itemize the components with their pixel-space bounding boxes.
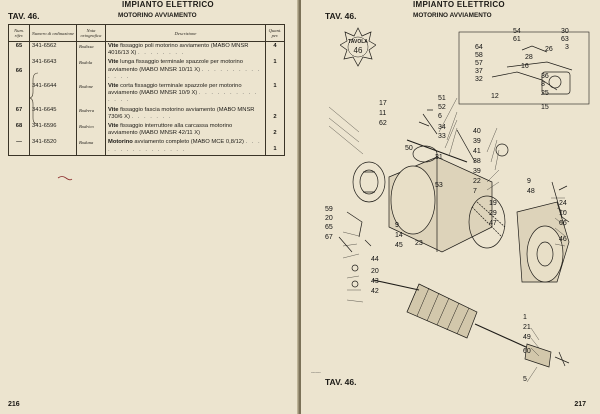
callout-label: 26 <box>545 46 553 53</box>
item-name: Vite <box>108 106 119 113</box>
callout-label: 24 <box>559 200 567 207</box>
callout-label: 9 <box>395 222 399 229</box>
ref-number <box>9 82 30 106</box>
page-number: 217 <box>574 401 586 408</box>
callout-label: 38 <box>473 158 481 165</box>
callout-label: 3 <box>565 44 569 51</box>
callout-label: 29 <box>489 210 497 217</box>
description <box>106 122 266 138</box>
page-number: 216 <box>8 401 20 408</box>
callout-label: 58 <box>475 52 483 59</box>
callout-label: 40 <box>473 128 481 135</box>
callout-label: 66 <box>559 220 567 227</box>
item-desc: fissaggio poli motorino avviamento (MABO MNSR 4016/13 X) <box>108 43 249 57</box>
item-desc: corta fissaggio terminale spazzole per motorino avviamento (MABO MNSR 10/9 X) <box>108 83 242 97</box>
left-page <box>0 0 299 414</box>
ortho-note: Bodola <box>77 58 106 82</box>
callout-label: 14 <box>395 232 403 239</box>
callout-label: 34 <box>438 124 446 131</box>
quantity: 1 <box>266 82 285 106</box>
callout-label: 39 <box>473 168 481 175</box>
ref-number: 65 <box>9 42 30 59</box>
end-cover-inner <box>360 170 378 194</box>
col-header-description: Descrizione <box>106 25 266 42</box>
ortho-note: Bodrera <box>77 106 106 122</box>
description <box>106 138 266 155</box>
callout-label: 30 <box>561 28 569 35</box>
callout-label: 49 <box>523 334 531 341</box>
order-code: 341-6644 <box>30 82 77 106</box>
exploded-starter-motor-drawing <box>307 22 597 392</box>
quantity: 2 <box>266 106 285 122</box>
callout-label: 37 <box>475 68 483 75</box>
item-desc: fissaggio interruttore alla carcassa motorino avviamento (MABO MNSR 42/11 X) <box>108 123 233 137</box>
order-code: 341-6562 <box>30 42 77 59</box>
pinion-spring <box>555 352 569 366</box>
callout-label: 32 <box>475 76 483 83</box>
emblem-text: TAVOLA <box>348 39 368 45</box>
callout-label: 64 <box>475 44 483 51</box>
callout-label: 7 <box>473 188 477 195</box>
callout-label: 25 <box>541 90 549 97</box>
order-code: 341-6645 <box>30 106 77 122</box>
ref-number: 67 <box>9 106 30 122</box>
ref-number: — <box>9 138 30 155</box>
callout-label: 31 <box>435 154 443 161</box>
item-name: Vite <box>108 123 119 130</box>
callout-label: 33 <box>438 133 446 140</box>
callout-label: 54 <box>513 28 521 35</box>
parts-table <box>8 24 285 156</box>
callout-label: 48 <box>527 188 535 195</box>
callout-label: 12 <box>491 93 499 100</box>
callout-label: 61 <box>513 36 521 43</box>
ref-number: 68 <box>9 122 30 138</box>
callout-label: 36 <box>541 73 549 80</box>
callout-label: 16 <box>521 63 529 70</box>
ortho-note: Bodissa <box>77 42 106 59</box>
item-desc: lunga fissaggio terminale spazzole per motorino avviamento (MABO MNSR 10/11 X) <box>108 59 243 73</box>
brush-holder <box>363 172 375 192</box>
leader-dots: . . . . . . . . . . . . . . <box>108 90 258 104</box>
page-subtitle: MOTORINO AVVIAMENTO <box>413 12 492 19</box>
description <box>106 106 266 122</box>
leader-dots: . . . . . . . <box>131 113 172 120</box>
draftsman-signature: ~~~~ <box>311 370 321 375</box>
emblem-number: 46 <box>353 46 363 55</box>
item-name: Vite <box>108 83 119 90</box>
callout-label: 43 <box>371 278 379 285</box>
page-subtitle: MOTORINO AVVIAMENTO <box>118 12 197 19</box>
quantity: 1 <box>266 138 285 155</box>
callout-label: 67 <box>325 234 333 241</box>
quantity: 4 <box>266 42 285 59</box>
callout-label: 59 <box>325 206 333 213</box>
ortho-note: Boduna <box>77 138 106 155</box>
item-desc: avviamento completo (MABO MCE 0,8/12) <box>134 139 244 146</box>
callout-label: 17 <box>379 100 387 107</box>
callout-label: 6 <box>438 113 442 120</box>
tav-label: TAV. 46. <box>8 11 40 21</box>
callout-label: 63 <box>561 36 569 43</box>
pen-mark <box>58 177 72 180</box>
callout-label: 44 <box>371 256 379 263</box>
section-title: IMPIANTO ELETTRICO <box>122 0 214 9</box>
col-header-code: Numero di ordinazione <box>30 25 77 42</box>
ortho-note: Bodrico <box>77 122 106 138</box>
col-header-ref: Num. rifer. <box>9 25 30 42</box>
leader-dots: . . . . . . . . . . . . . . . . <box>108 139 262 153</box>
callout-label: 19 <box>489 200 497 207</box>
tavola-emblem <box>340 27 376 67</box>
callout-label: 50 <box>405 145 413 152</box>
callout-label: 5 <box>523 376 527 383</box>
callout-label: 60 <box>523 348 531 355</box>
leader-dots: . . . . . . . . <box>138 50 185 57</box>
callout-label: 28 <box>525 54 533 61</box>
col-header-note: Nota ortografica <box>77 25 106 42</box>
solenoid-cap <box>413 146 437 162</box>
callout-label: 41 <box>473 148 481 155</box>
terminal-screws <box>419 110 437 134</box>
table-row <box>9 122 285 138</box>
quantity: 2 <box>266 122 285 138</box>
terminal-nut <box>496 144 508 156</box>
callout-label: 21 <box>523 324 531 331</box>
ortho-note: Bodone <box>77 82 106 106</box>
callout-label: 23 <box>415 240 423 247</box>
item-name: Vite <box>108 43 119 49</box>
callout-label: 20 <box>325 215 333 222</box>
order-code: 341-6520 <box>30 138 77 155</box>
section-title: IMPIANTO ELETTRICO <box>413 0 505 9</box>
tav-label: TAV. 46. <box>325 11 357 21</box>
callout-label: 52 <box>438 104 446 111</box>
washer <box>352 281 358 287</box>
callout-label: 1 <box>523 314 527 321</box>
callout-label: 10 <box>559 210 567 217</box>
callout-label: 47 <box>489 220 497 227</box>
inset-bracket-parts <box>492 46 572 90</box>
item-desc: fissaggio fascia motorino avviamento (MABO MNSR 730/6 X) <box>108 106 255 120</box>
callout-label: 8 <box>541 81 545 88</box>
right-page <box>301 0 600 414</box>
item-name: Vite <box>108 59 119 66</box>
description <box>106 82 266 106</box>
order-code: 341-6643 <box>30 58 77 82</box>
description <box>106 42 266 59</box>
callout-label: 45 <box>395 242 403 249</box>
callout-label: 53 <box>435 182 443 189</box>
tav-label-bottom: TAV. 46. <box>325 377 357 387</box>
order-code: 341-6596 <box>30 122 77 138</box>
callout-label: 11 <box>379 110 387 117</box>
callout-label: 39 <box>473 138 481 145</box>
col-header-qty: Quant. per. <box>266 25 285 42</box>
washer <box>352 265 358 271</box>
callout-label: 15 <box>541 104 549 111</box>
table-row <box>9 42 285 59</box>
inset-plunger <box>549 76 561 88</box>
description <box>106 58 266 82</box>
callout-label: 51 <box>438 95 446 102</box>
table-row <box>9 106 285 122</box>
table-row <box>9 58 285 82</box>
callout-label: 46 <box>559 236 567 243</box>
callout-label: 22 <box>473 178 481 185</box>
callout-label: 9 <box>527 178 531 185</box>
callout-label: 57 <box>475 60 483 67</box>
callout-label: 42 <box>371 288 379 295</box>
callout-label: 62 <box>379 120 387 127</box>
table-row <box>9 138 285 155</box>
ref-number: 66 <box>9 58 30 82</box>
quantity: 1 <box>266 58 285 82</box>
item-name: Motorino <box>108 139 133 146</box>
leader-dots: . . . . . . . . . . . . . . <box>108 66 261 80</box>
callout-label: 20 <box>371 268 379 275</box>
callout-label: 65 <box>325 224 333 231</box>
end-cover <box>353 162 385 202</box>
drive-end-bore <box>527 226 563 282</box>
table-row <box>9 82 285 106</box>
armature-core <box>407 284 477 338</box>
